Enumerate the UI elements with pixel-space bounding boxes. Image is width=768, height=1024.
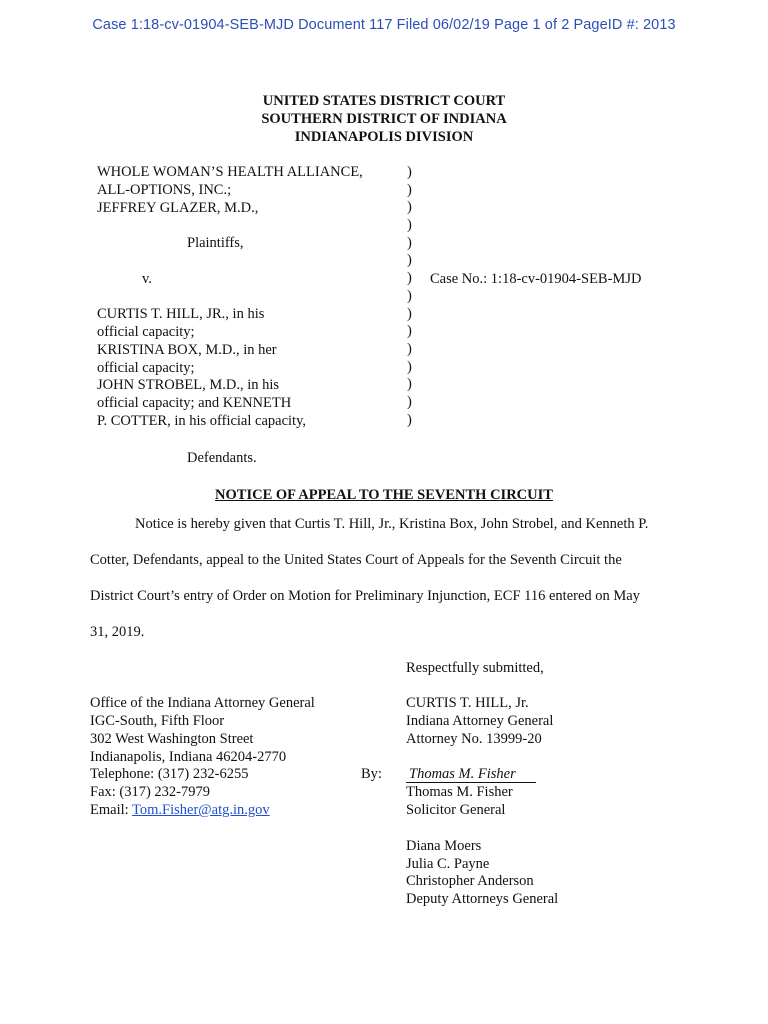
office-name: Office of the Indiana Attorney General xyxy=(90,695,315,711)
defendant-line: CURTIS T. HILL, JR., in his xyxy=(97,306,265,322)
paren: ) xyxy=(407,376,412,393)
plaintiffs-label: Plaintiffs, xyxy=(187,235,244,251)
ag-name: CURTIS T. HILL, Jr. xyxy=(406,695,529,711)
ag-number: Attorney No. 13999-20 xyxy=(406,731,542,747)
paren: ) xyxy=(407,234,412,251)
defendant-line: official capacity; xyxy=(97,360,195,376)
paren: ) xyxy=(407,358,412,375)
body-line: Notice is hereby given that Curtis T. Hill, Jr., Kristina Box, John Strobel, and Kenneth P. xyxy=(135,516,649,532)
signer-title: Solicitor General xyxy=(406,802,506,818)
paren: ) xyxy=(407,252,412,269)
office-fax: Fax: (317) 232-7979 xyxy=(90,784,211,800)
signer-name: Thomas M. Fisher xyxy=(406,784,513,800)
body-line: 31, 2019. xyxy=(90,624,145,640)
paren: ) xyxy=(407,340,412,357)
body-line: Cotter, Defendants, appeal to the United States Court of Appeals for the Seventh Circuit the xyxy=(90,552,622,568)
deputy-name: Julia C. Payne xyxy=(406,856,490,872)
plaintiff-3: JEFFREY GLAZER, M.D., xyxy=(97,200,259,216)
ag-title: Indiana Attorney General xyxy=(406,713,554,729)
paren: ) xyxy=(407,199,412,216)
body-line: District Court’s entry of Order on Motion for Preliminary Injunction, ECF 116 entered on May xyxy=(90,588,640,604)
court-division: INDIANAPOLIS DIVISION xyxy=(294,129,474,145)
notice-body xyxy=(90,506,690,650)
office-email-row xyxy=(90,802,270,820)
defendant-line: JOHN STROBEL, M.D., in his xyxy=(97,377,280,393)
defendant-line: KRISTINA BOX, M.D., in her xyxy=(97,342,277,358)
signature-line xyxy=(406,766,536,784)
case-number: Case No.: 1:18-cv-01904-SEB-MJD xyxy=(430,271,642,287)
document-header-stamp: Case 1:18-cv-01904-SEB-MJD Document 117 Filed 06/02/19 Page 1 of 2 PageID #: 2013 xyxy=(92,17,676,33)
paren: ) xyxy=(407,270,412,287)
deputies-title: Deputy Attorneys General xyxy=(406,891,559,907)
court-name: UNITED STATES DISTRICT COURT xyxy=(262,93,506,109)
versus: v. xyxy=(142,271,152,287)
defendant-line: P. COTTER, in his official capacity, xyxy=(97,413,307,429)
office-floor: IGC-South, Fifth Floor xyxy=(90,713,225,729)
paren: ) xyxy=(407,181,412,198)
paren: ) xyxy=(407,217,412,234)
paren: ) xyxy=(407,393,412,410)
paren: ) xyxy=(407,305,412,322)
email-link[interactable]: Tom.Fisher@atg.in.gov xyxy=(132,802,270,818)
caption-divider xyxy=(407,164,412,429)
deputy-name: Christopher Anderson xyxy=(406,873,534,889)
notice-title: NOTICE OF APPEAL TO THE SEVENTH CIRCUIT xyxy=(215,487,553,503)
defendant-line: official capacity; and KENNETH xyxy=(97,395,292,411)
paren: ) xyxy=(407,287,412,304)
plaintiff-1: WHOLE WOMAN’S HEALTH ALLIANCE, xyxy=(97,164,363,180)
office-telephone: Telephone: (317) 232-6255 xyxy=(90,766,249,782)
paren: ) xyxy=(407,411,412,428)
office-city: Indianapolis, Indiana 46204-2770 xyxy=(90,749,287,765)
by-label: By: xyxy=(361,766,382,782)
paren: ) xyxy=(407,164,412,180)
deputy-name: Diana Moers xyxy=(406,838,482,854)
defendants-label: Defendants. xyxy=(187,450,257,466)
office-street: 302 West Washington Street xyxy=(90,731,254,747)
signature: Thomas M. Fisher xyxy=(406,766,536,783)
defendant-line: official capacity; xyxy=(97,324,195,340)
closing: Respectfully submitted, xyxy=(406,660,544,676)
paren: ) xyxy=(407,323,412,340)
plaintiff-2: ALL-OPTIONS, INC.; xyxy=(97,182,232,198)
email-label: Email: xyxy=(90,802,133,818)
court-district: SOUTHERN DISTRICT OF INDIANA xyxy=(261,111,507,127)
